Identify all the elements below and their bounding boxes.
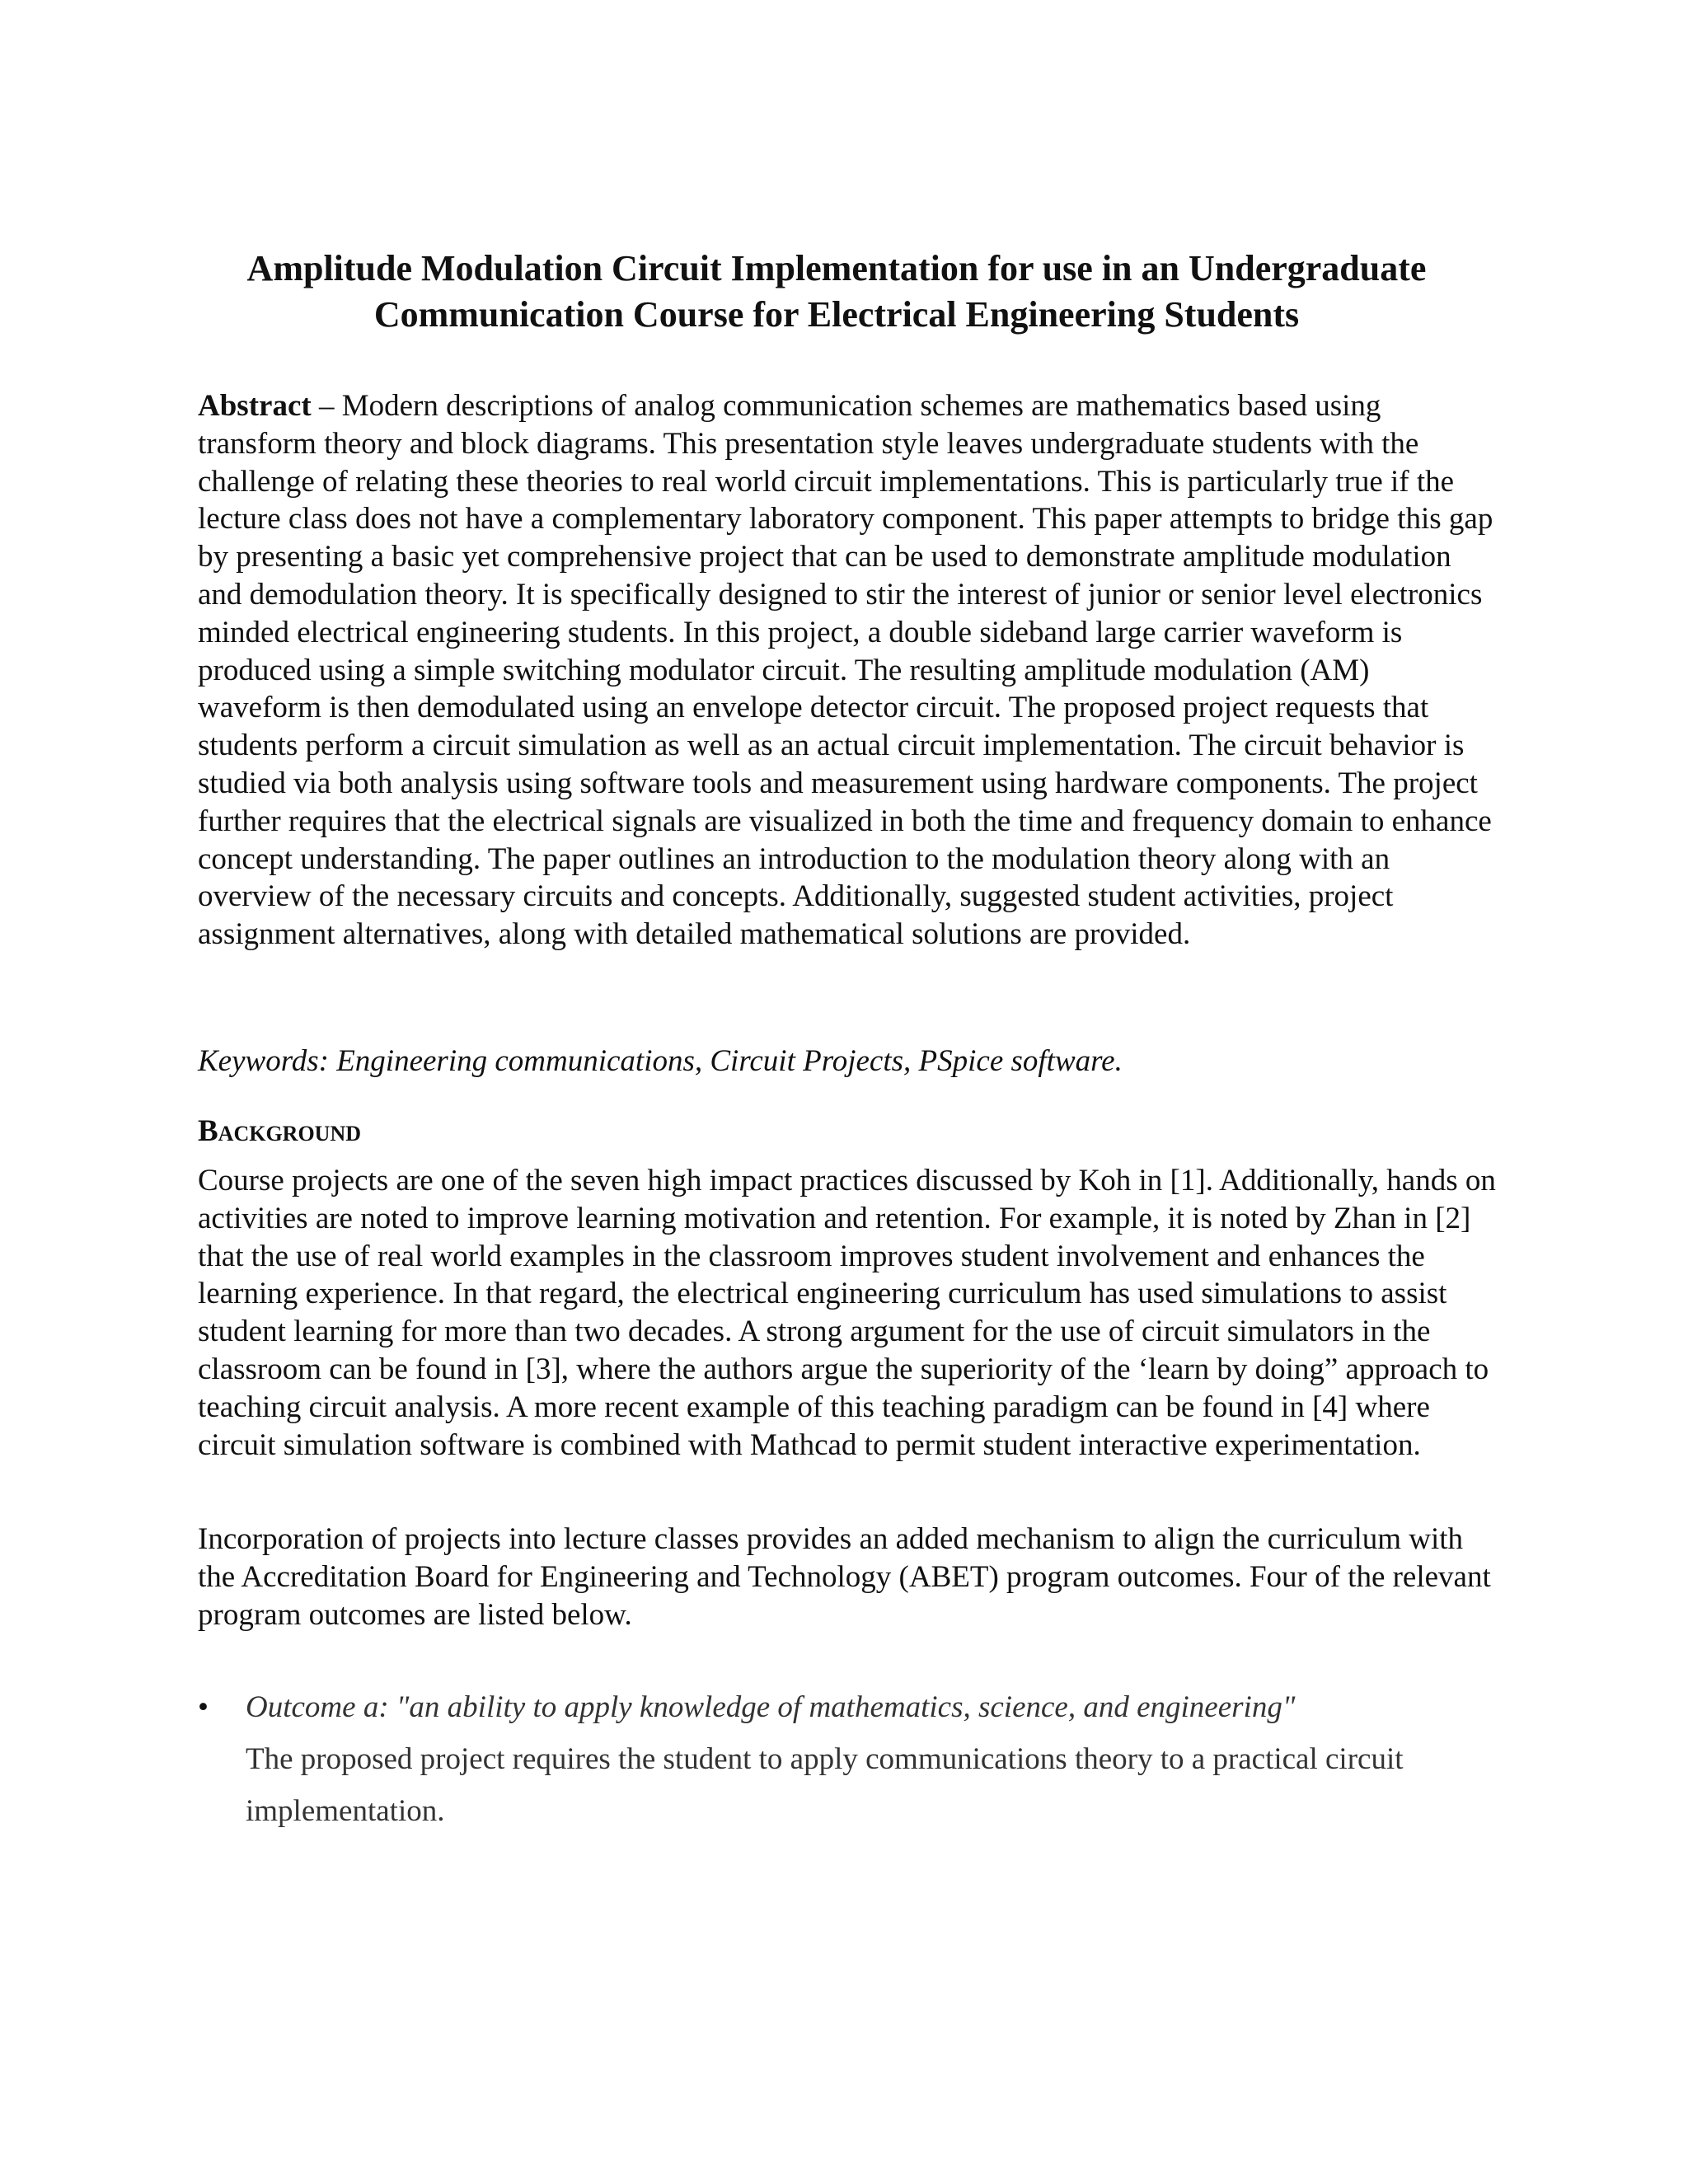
outcome-title: Outcome a: "an ability to apply knowledge of mathematics, science, and engineering" — [246, 1690, 1296, 1724]
bullet-icon: • — [198, 1690, 209, 1724]
outcome-body: The proposed project requires the student to apply communications theory to a practical circuit implementation. — [246, 1742, 1404, 1828]
section-heading-background: Background — [198, 1114, 362, 1148]
paper-title: Amplitude Modulation Circuit Implementation for use in an Undergraduate Communication Course for Electrical Engineering Students — [246, 248, 1427, 335]
outcome-text — [246, 1681, 1482, 1837]
background-paragraph-1: Course projects are one of the seven high impact practices discussed by Koh in [1]. Additionally, hands on activities are noted to improve learning motivation and retention. For example, it is noted by Zhan in [2] that the use of real world examples in the classroom improves student involvement and enhances the learning experience. In that regard, the electrical engineering curriculum has used simulations to assist student learning for more than two decades. A strong argument for the use of circuit simulators in the classroom can be found in [3], where the authors argue the superiority of the ‘learn by doing” approach to teaching circuit analysis. A more recent example of this teaching paradigm can be found in [4] where circuit simulation software is combined with Mathcad to permit student interactive experimentation. — [198, 1164, 1496, 1462]
abstract-paragraph — [198, 387, 1500, 954]
background-paragraph-2: Incorporation of projects into lecture classes provides an added mechanism to align the curriculum with the Accreditation Board for Engineering and Technology (ABET) program outcomes. Four of the relevant program outcomes are listed below. — [198, 1522, 1491, 1632]
keywords-line: Keywords: Engineering communications, Circuit Projects, PSpice software. — [198, 1044, 1123, 1078]
abstract-label: Abstract — [198, 389, 312, 423]
abstract-text: – Modern descriptions of analog communication schemes are mathematics based using transform theory and block diagrams. This presentation style leaves undergraduate students with the challenge of relating these theories to real world circuit implementations. This is particularly true if the lecture class does not have a complementary laboratory component. This paper attempts to bridge this gap by presenting a basic yet comprehensive project that can be used to demonstrate amplitude modulation and demodulation theory. It is specifically designed to stir the interest of junior or senior level electronics minded electrical engineering students. In this project, a double sideband large carrier waveform is produced using a simple switching modulator circuit. The resulting amplitude modulation (AM) waveform is then demodulated using an envelope detector circuit. The proposed project requests that students perform a circuit simulation as well as an actual circuit implementation. The circuit behavior is studied via both analysis using software tools and measurement using hardware components. The project further requires that the electrical signals are visualized in both the time and frequency domain to enhance concept understanding. The paper outlines an introduction to the modulation theory along with an overview of the necessary circuits and concepts. Additionally, suggested student activities, project assignment alternatives, along with detailed mathematical solutions are provided. — [198, 389, 1493, 952]
